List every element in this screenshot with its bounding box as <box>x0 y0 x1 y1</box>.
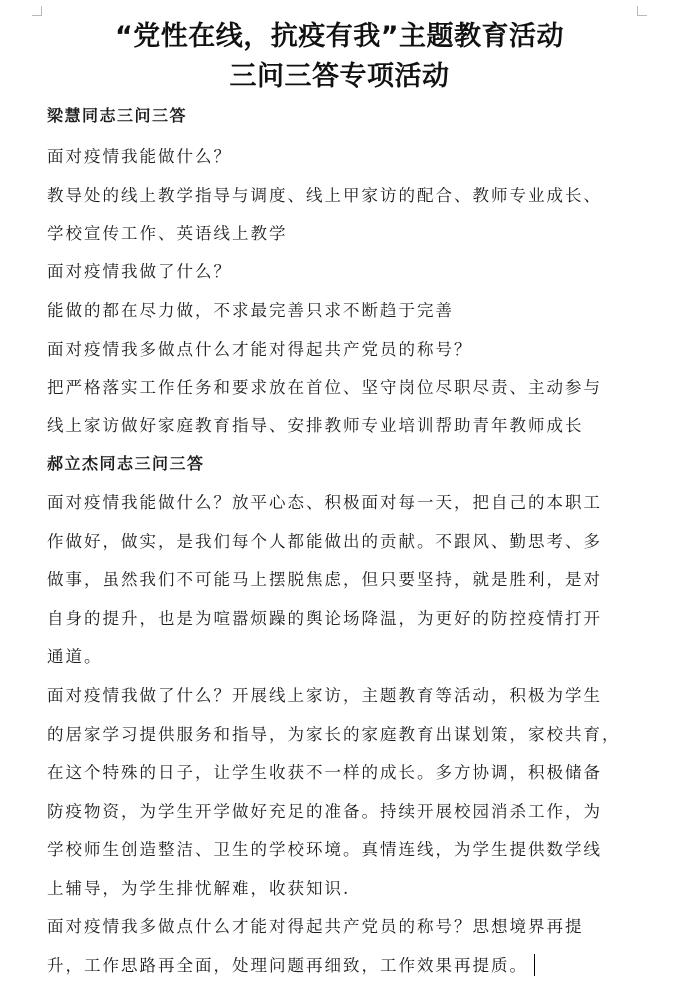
section1-line: 面对疫情我能做什么？ <box>47 147 232 166</box>
section1-line: 面对疫情我做了什么？ <box>47 262 232 281</box>
section1-line: 把严格落实工作任务和要求放在首位、坚守岗位尽职尽责、主动参与 <box>47 378 602 397</box>
section1-line: 面对疫情我多做点什么才能对得起共产党员的称号？ <box>47 340 473 359</box>
section1-line: 教导处的线上教学指导与调度、线上甲家访的配合、教师专业成长、 <box>47 186 602 205</box>
section2-line: 作做好，做实，是我们每个人都能做出的贡献。不跟风、勤思考、多 <box>47 532 602 551</box>
section2-line: 自身的提升，也是为喧嚣烦躁的舆论场降温，为更好的防控疫情打开 <box>47 609 602 628</box>
section2-line: 通道。 <box>47 647 103 666</box>
section2-line: 防疫物资，为学生开学做好充足的准备。持续开展校园消杀工作，为 <box>47 802 602 821</box>
section2-line: 面对疫情我做了什么？开展线上家访，主题教育等活动，积极为学生 <box>47 686 602 705</box>
section2-last-line[interactable] <box>47 952 535 976</box>
section2-line: 做事，虽然我们不可能马上摆脱焦虑，但只要坚持，就是胜利，是对 <box>47 570 602 589</box>
section1-line: 线上家访做好家庭教育指导、安排教师专业培训帮助青年教师成长 <box>47 416 584 435</box>
section1-line: 能做的都在尽力做，不求最完善只求不断趋于完善 <box>47 301 454 320</box>
document-title-line2: 三问三答专项活动 <box>229 61 450 92</box>
section2-line-text: 升，工作思路再全面，处理问题再细致，工作效果再提质。 <box>47 956 528 975</box>
text-cursor <box>534 954 535 976</box>
section2-line: 面对疫情我多做点什么才能对得起共产党员的称号？思想境界再提 <box>47 917 584 936</box>
section2-line: 面对疫情我能做什么？放平心态、积极面对每一天，把自己的本职工 <box>47 493 602 512</box>
document-title-line1: “党性在线，抗疫有我”主题教育活动 <box>115 21 564 52</box>
section1-line: 学校宣传工作、英语线上教学 <box>47 224 288 243</box>
section2-line: 上辅导，为学生排忧解难，收获知识. <box>47 879 351 898</box>
section2-line: 的居家学习提供服务和指导，为家长的家庭教育出谋划策，家校共育， <box>47 725 621 744</box>
section2-line: 在这个特殊的日子，让学生收获不一样的成长。多方协调，积极储备 <box>47 763 602 782</box>
section2-line: 学校师生创造整洁、卫生的学校环境。真情连线，为学生提供数学线 <box>47 840 602 859</box>
section1-heading: 梁慧同志三问三答 <box>47 106 188 125</box>
section2-heading: 郝立杰同志三问三答 <box>47 454 205 473</box>
